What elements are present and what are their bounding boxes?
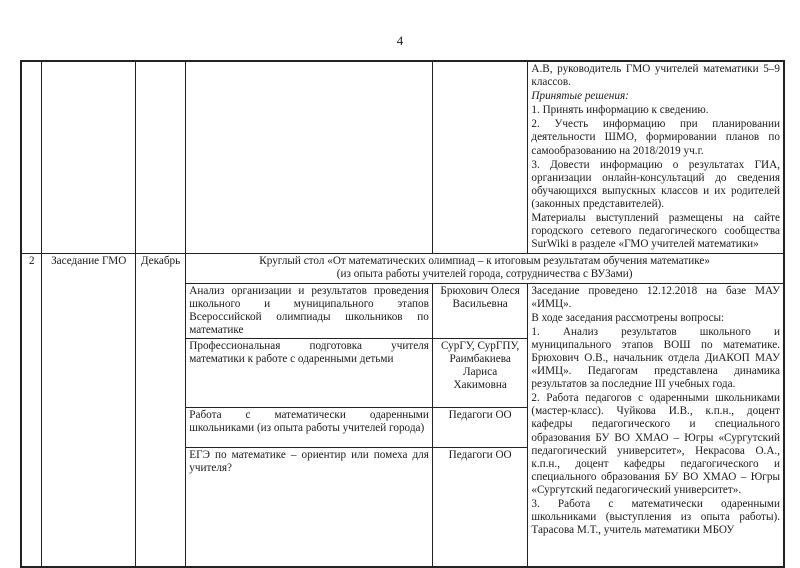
result-line: 1. Анализ результатов школьного и муниципального этапов ВОШ по математике. Брюхович О.В., начальник отдела ДиАКОП МАУ «ИМЦ». Педагогам представлена динамика результатов за последние III учебных года.: [531, 325, 780, 391]
result-line: 3. Довести информацию о результатах ГИА, организации онлайн-консультаций до сведения обучающихся выпускных классов и их родителей (законных представителей).: [531, 158, 780, 210]
page-number: 4: [396, 33, 404, 48]
cell-month: Декабрь: [135, 254, 185, 567]
plan-table: [20, 60, 785, 568]
cell-num: 2: [21, 254, 42, 567]
result-line: Заседание проведено 12.12.2018 на базе МАУ «ИМЦ».: [531, 284, 780, 310]
cell-speaker: Педагоги ОО: [432, 447, 528, 567]
cell-type: Заседание ГМО: [42, 254, 135, 567]
cell-speaker: Педагоги ОО: [432, 407, 528, 447]
round-table-heading: [186, 254, 784, 283]
result-line: В ходе заседания рассмотрены вопросы:: [531, 311, 725, 324]
cell-speaker: [432, 61, 528, 254]
result-line: 2. Учесть информацию при планировании деятельности ШМО, формировании планов по самообразованию на 2018/2019 уч.г.: [531, 118, 780, 157]
heading-line-2: (из опыта работы учителей города, сотрудничества с ВУЗами): [336, 268, 633, 281]
cell-result: [528, 61, 784, 254]
result-line: 1. Принять информацию к сведению.: [531, 104, 709, 117]
heading-line-1: Круглый стол «От математических олимпиад – к итоговым результатам обучения математике»: [259, 255, 710, 268]
result-line: Материалы выступлений размещены на сайте городского сетевого педагогического сообщества SurWiki в разделе «ГМО учителей математики»: [531, 212, 780, 251]
result-line: 2. Работа педагогов с одаренными школьниками (мастер-класс). Чуйкова И.В., к.п.н., доцент кафедры педагогического и специального образования БУ ВО ХМАО – Югры «Сургутский педагогический университет», Некрасова О.А., к.п.н., доцент кафедры педагогического и специального образования БУ ВО ХМАО – Югры «Сургутский педагогический университет».: [531, 392, 780, 496]
table-row-2-heading: [21, 254, 784, 283]
cell-topic: [186, 61, 433, 254]
cell-topic: Работа с математически одаренными школьниками (из опыта работы учителей города): [186, 407, 433, 447]
cell-topic: ЕГЭ по математике – ориентир или помеха для учителя?: [186, 447, 433, 567]
cell-topic: Анализ организации и результатов проведения школьного и муниципального этапов Всероссийской олимпиады школьников по математике: [186, 283, 433, 338]
cell-num: [21, 61, 42, 254]
cell-month: [135, 61, 185, 254]
cell-topic: Профессиональная подготовка учителя математики к работе с одаренными детьми: [186, 338, 433, 407]
table-row-continued: [21, 61, 784, 254]
cell-result: [528, 283, 784, 567]
result-line: 3. Работа с математически одаренными школьниками (выступления из опыта работы). Тарасова М.Т., учитель математики МБОУ: [531, 498, 780, 537]
result-line: А.В, руководитель ГМО учителей математики 5–9 классов.: [531, 63, 780, 89]
cell-speaker: Брюхович Олеся Васильевна: [432, 283, 528, 338]
cell-type: [42, 61, 135, 254]
cell-speaker: СурГУ, СурГПУ, Раимбакиева Лариса Хакимовна: [432, 338, 528, 407]
decisions-heading: Принятые решения:: [531, 90, 629, 103]
